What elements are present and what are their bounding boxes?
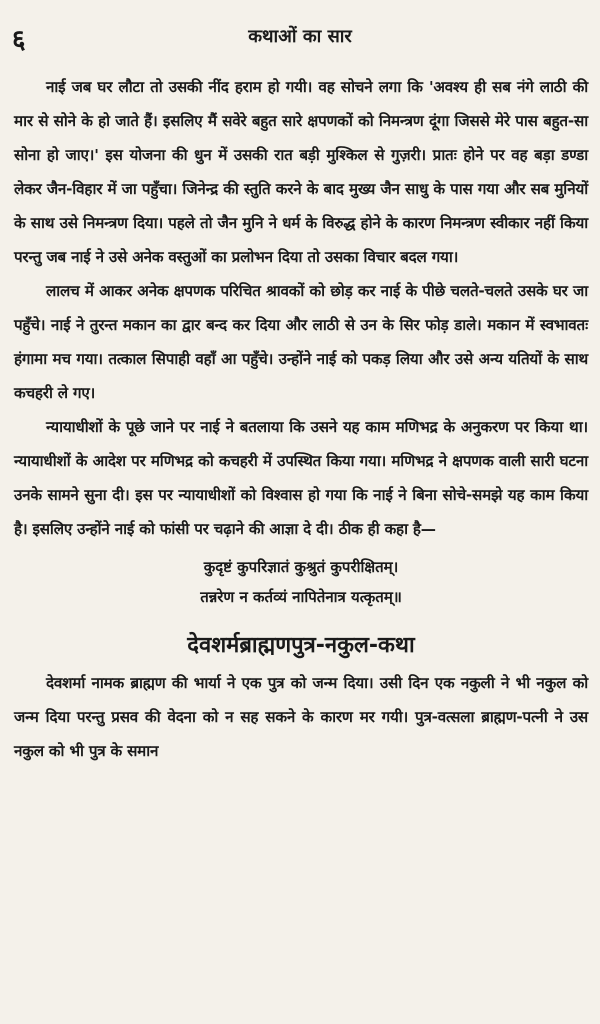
section-title: देवशर्मब्राह्मणपुत्र-नकुल-कथा [187,633,415,658]
page-body [14,70,588,768]
verse-line-1: कुदृष्टं कुपरिज्ञातं कुश्रुतं कुपरीक्षितम्। [203,558,399,576]
page-header [0,20,600,55]
paragraph-3: न्यायाधीशों के पूछे जाने पर नाई ने बतलाया कि उसने यह काम मणिभद्र के अनुकरण पर किया था। न्यायाधीशों के आदेश पर मणिभद्र को कचहरी में उपस्थित किया गया। मणिभद्र ने क्षपणक वाली सारी घटना उनके सामने सुना दी। इस पर न्यायाधीशों को विश्वास हो गया कि नाई ने बिना सोचे-समझे यह काम किया है। इसलिए उन्होंने नाई को फांसी पर चढ़ाने की आज्ञा दे दी। ठीक ही कहा है— [14,418,588,538]
running-title: कथाओं का सार [248,26,352,47]
paragraph-2: लालच में आकर अनेक क्षपणक परिचित श्रावकों को छोड़ कर नाई के पीछे चलते-चलते उसके घर जा पहुँचे। नाई ने तुरन्त मकान का द्वार बन्द कर दिया और लाठी से उन के सिर फोड़ डाले। मकान में स्वभावतः हंगामा मच गया। तत्काल सिपाही वहाँ आ पहुँचे। उन्होंने नाई को पकड़ लिया और उसे अन्य यतियों के साथ कचहरी ले गए। [14,282,588,402]
verse-line-2: तन्नरेण न कर्तव्यं नापितेनात्र यत्कृतम्॥ [200,588,402,606]
paragraph-1: नाई जब घर लौटा तो उसकी नींद हराम हो गयी। वह सोचने लगा कि 'अवश्य ही सब नंगे लाठी की मार से सोने के हो जाते हैं। इसलिए मैं सवेरे बहुत सारे क्षपणकों को निमन्त्रण दूंगा जिससे मेरे पास बहुत-सा सोना हो जाए।' इस योजना की धुन में उसकी रात बड़ी मुश्किल से गुज़री। प्रातः होने पर वह बड़ा डण्डा लेकर जैन-विहार में जा पहुँचा। जिनेन्द्र की स्तुति करने के बाद मुख्य जैन साधु के पास गया और सब मुनियों के साथ उसे निमन्त्रण दिया। पहले तो जैन मुनि ने धर्म के विरुद्ध होने के कारण निमन्त्रण स्वीकार नहीं किया परन्तु जब नाई ने उसे अनेक वस्तुओं का प्रलोभन दिया तो उसका विचार बदल गया। [14,78,588,266]
page-number: ६ [12,25,26,55]
sanskrit-verse [14,552,588,612]
section-paragraph: देवशर्मा नामक ब्राह्मण की भार्या ने एक पुत्र को जन्म दिया। उसी दिन एक नकुली ने भी नकुल को जन्म दिया परन्तु प्रसव की वेदना को न सह सकने के कारण मर गयी। पुत्र-वत्सला ब्राह्मण-पत्नी ने उस नकुल को भी पुत्र के समान [14,674,588,760]
